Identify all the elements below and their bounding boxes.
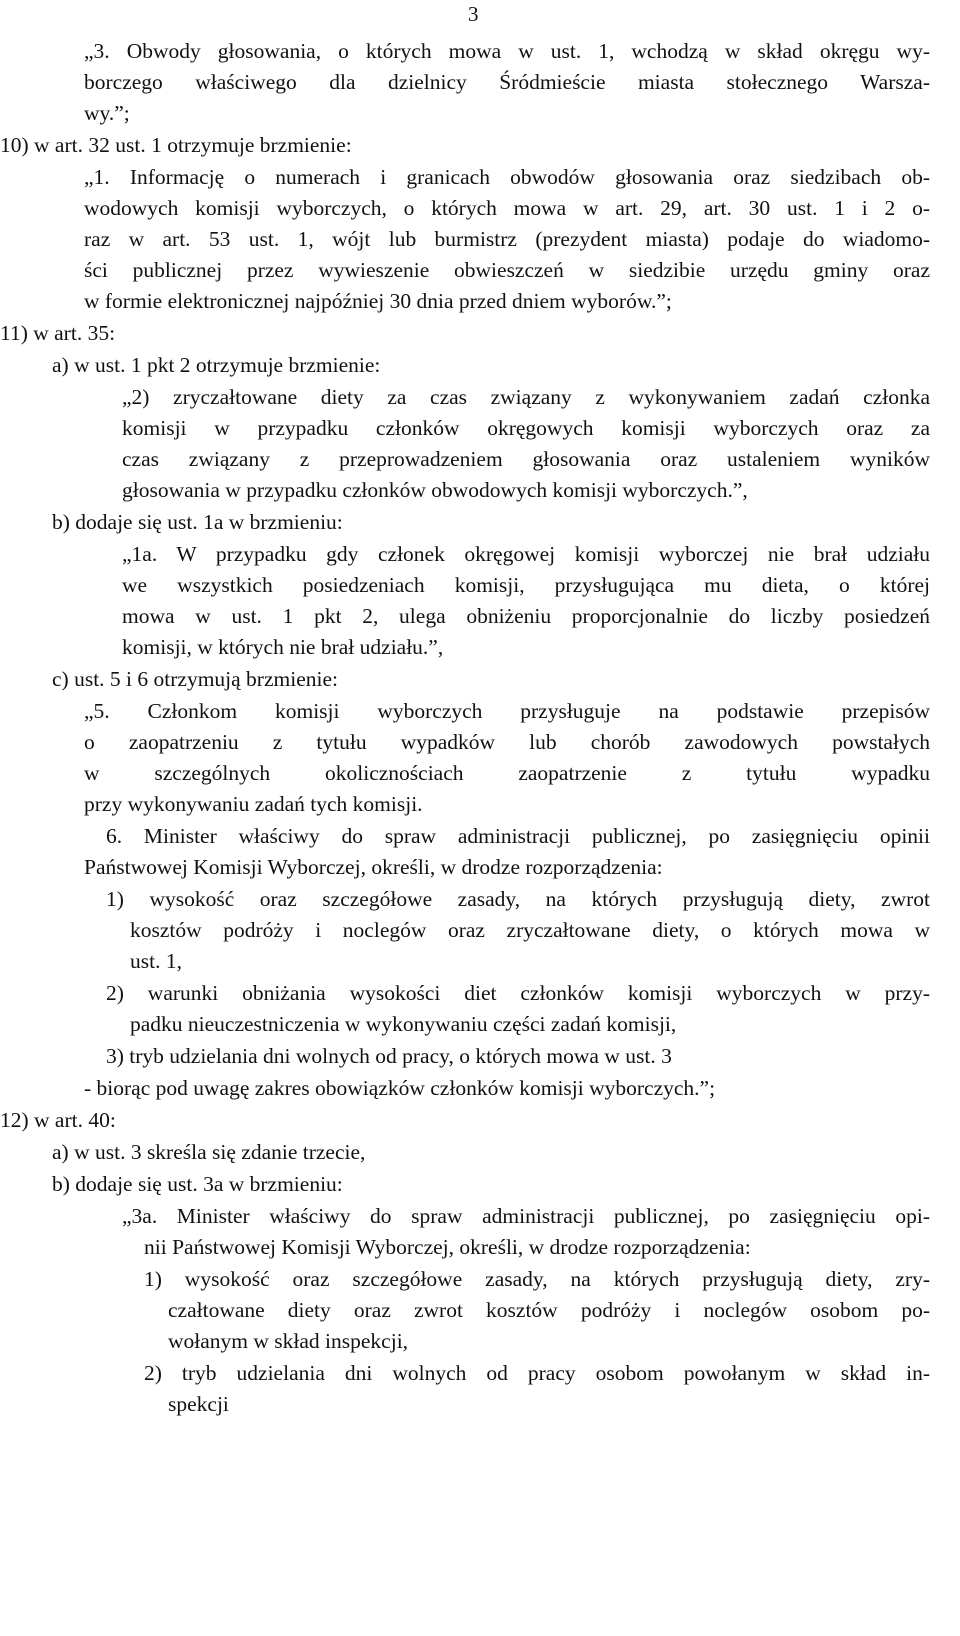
text-line: Państwowej Komisji Wyborczej, określi, w drodze rozporządzenia: bbox=[84, 855, 663, 879]
text-line: - biorąc pod uwagę zakres obowiązków członków komisji wyborczych.”; bbox=[84, 1076, 716, 1100]
text-line: a) w ust. 3 skreśla się zdanie trzecie, bbox=[52, 1140, 366, 1164]
text-line: spekcji bbox=[168, 1392, 229, 1416]
text-line: we wszystkich posiedzeniach komisji, przysługująca mu dieta, o której bbox=[122, 573, 930, 597]
text-line: 3) tryb udzielania dni wolnych od pracy, o których mowa w ust. 3 bbox=[106, 1044, 672, 1068]
text-line: nii Państwowej Komisji Wyborczej, określi, w drodze rozporządzenia: bbox=[144, 1235, 751, 1259]
text-line: „5. Członkom komisji wyborczych przysługuje na podstawie przepisów bbox=[84, 699, 930, 723]
text-line: c) ust. 5 i 6 otrzymują brzmienie: bbox=[52, 667, 338, 691]
text-line: kosztów podróży i noclegów oraz zryczałtowane diety, o których mowa w bbox=[130, 918, 930, 942]
text-line: raz w art. 53 ust. 1, wójt lub burmistrz (prezydent miasta) podaje do wiadomo- bbox=[84, 227, 930, 251]
text-line: 11) w art. 35: bbox=[0, 321, 116, 345]
text-line: ści publicznej przez wywieszenie obwieszczeń w siedzibie urzędu gminy oraz bbox=[84, 258, 930, 282]
text-line: 1) wysokość oraz szczegółowe zasady, na których przysługują diety, zwrot bbox=[106, 887, 930, 911]
text-line: przy wykonywaniu zadań tych komisji. bbox=[84, 792, 423, 816]
text-line: o zaopatrzeniu z tytułu wypadków lub chorób zawodowych powstałych bbox=[84, 730, 930, 754]
page-number: 3 bbox=[468, 2, 479, 26]
text-line: b) dodaje się ust. 1a w brzmieniu: bbox=[52, 510, 343, 534]
text-line: „3. Obwody głosowania, o których mowa w ust. 1, wchodzą w skład okręgu wy- bbox=[84, 39, 930, 63]
text-line: „2) zryczałtowane diety za czas związany z wykonywaniem zadań członka bbox=[122, 385, 930, 409]
text-line: komisji w przypadku członków okręgowych komisji wyborczych oraz za bbox=[122, 416, 930, 440]
text-line: 2) warunki obniżania wysokości diet członków komisji wyborczych w przy- bbox=[106, 981, 930, 1005]
text-line: 6. Minister właściwy do spraw administracji publicznej, po zasięgnięciu opinii bbox=[106, 824, 930, 848]
text-line: 10) w art. 32 ust. 1 otrzymuje brzmienie: bbox=[0, 133, 352, 157]
text-line: w szczególnych okolicznościach zaopatrzenie z tytułu wypadku bbox=[84, 761, 930, 785]
text-line: padku nieuczestniczenia w wykonywaniu części zadań komisji, bbox=[130, 1012, 677, 1036]
text-line: czałtowane diety oraz zwrot kosztów podróży i noclegów osobom po- bbox=[168, 1298, 930, 1322]
text-line: „1. Informację o numerach i granicach obwodów głosowania oraz siedzibach ob- bbox=[84, 165, 930, 189]
text-line: ust. 1, bbox=[130, 949, 182, 973]
text-line: komisji, w których nie brał udziału.”, bbox=[122, 635, 444, 659]
text-line: mowa w ust. 1 pkt 2, ulega obniżeniu proporcjonalnie do liczby posiedzeń bbox=[122, 604, 930, 628]
text-line: wodowych komisji wyborczych, o których mowa w art. 29, art. 30 ust. 1 i 2 o- bbox=[84, 196, 930, 220]
text-line: 12) w art. 40: bbox=[0, 1108, 116, 1132]
text-line: 1) wysokość oraz szczegółowe zasady, na których przysługują diety, zry- bbox=[144, 1267, 930, 1291]
text-line: borczego właściwego dla dzielnicy Śródmieście miasta stołecznego Warsza- bbox=[84, 70, 930, 94]
text-line: a) w ust. 1 pkt 2 otrzymuje brzmienie: bbox=[52, 353, 381, 377]
text-line: wołanym w skład inspekcji, bbox=[168, 1329, 409, 1353]
text-line: 2) tryb udzielania dni wolnych od pracy osobom powołanym w skład in- bbox=[144, 1361, 930, 1385]
text-line: „3a. Minister właściwy do spraw administracji publicznej, po zasięgnięciu opi- bbox=[122, 1204, 930, 1228]
text-line: b) dodaje się ust. 3a w brzmieniu: bbox=[52, 1172, 343, 1196]
text-line: czas związany z przeprowadzeniem głosowania oraz ustaleniem wyników bbox=[122, 447, 930, 471]
text-line: „1a. W przypadku gdy członek okręgowej komisji wyborczej nie brał udziału bbox=[122, 542, 930, 566]
text-line: w formie elektronicznej najpóźniej 30 dnia przed dniem wyborów.”; bbox=[84, 289, 672, 313]
text-line: głosowania w przypadku członków obwodowych komisji wyborczych.”, bbox=[122, 478, 748, 502]
text-line: wy.”; bbox=[84, 101, 130, 125]
